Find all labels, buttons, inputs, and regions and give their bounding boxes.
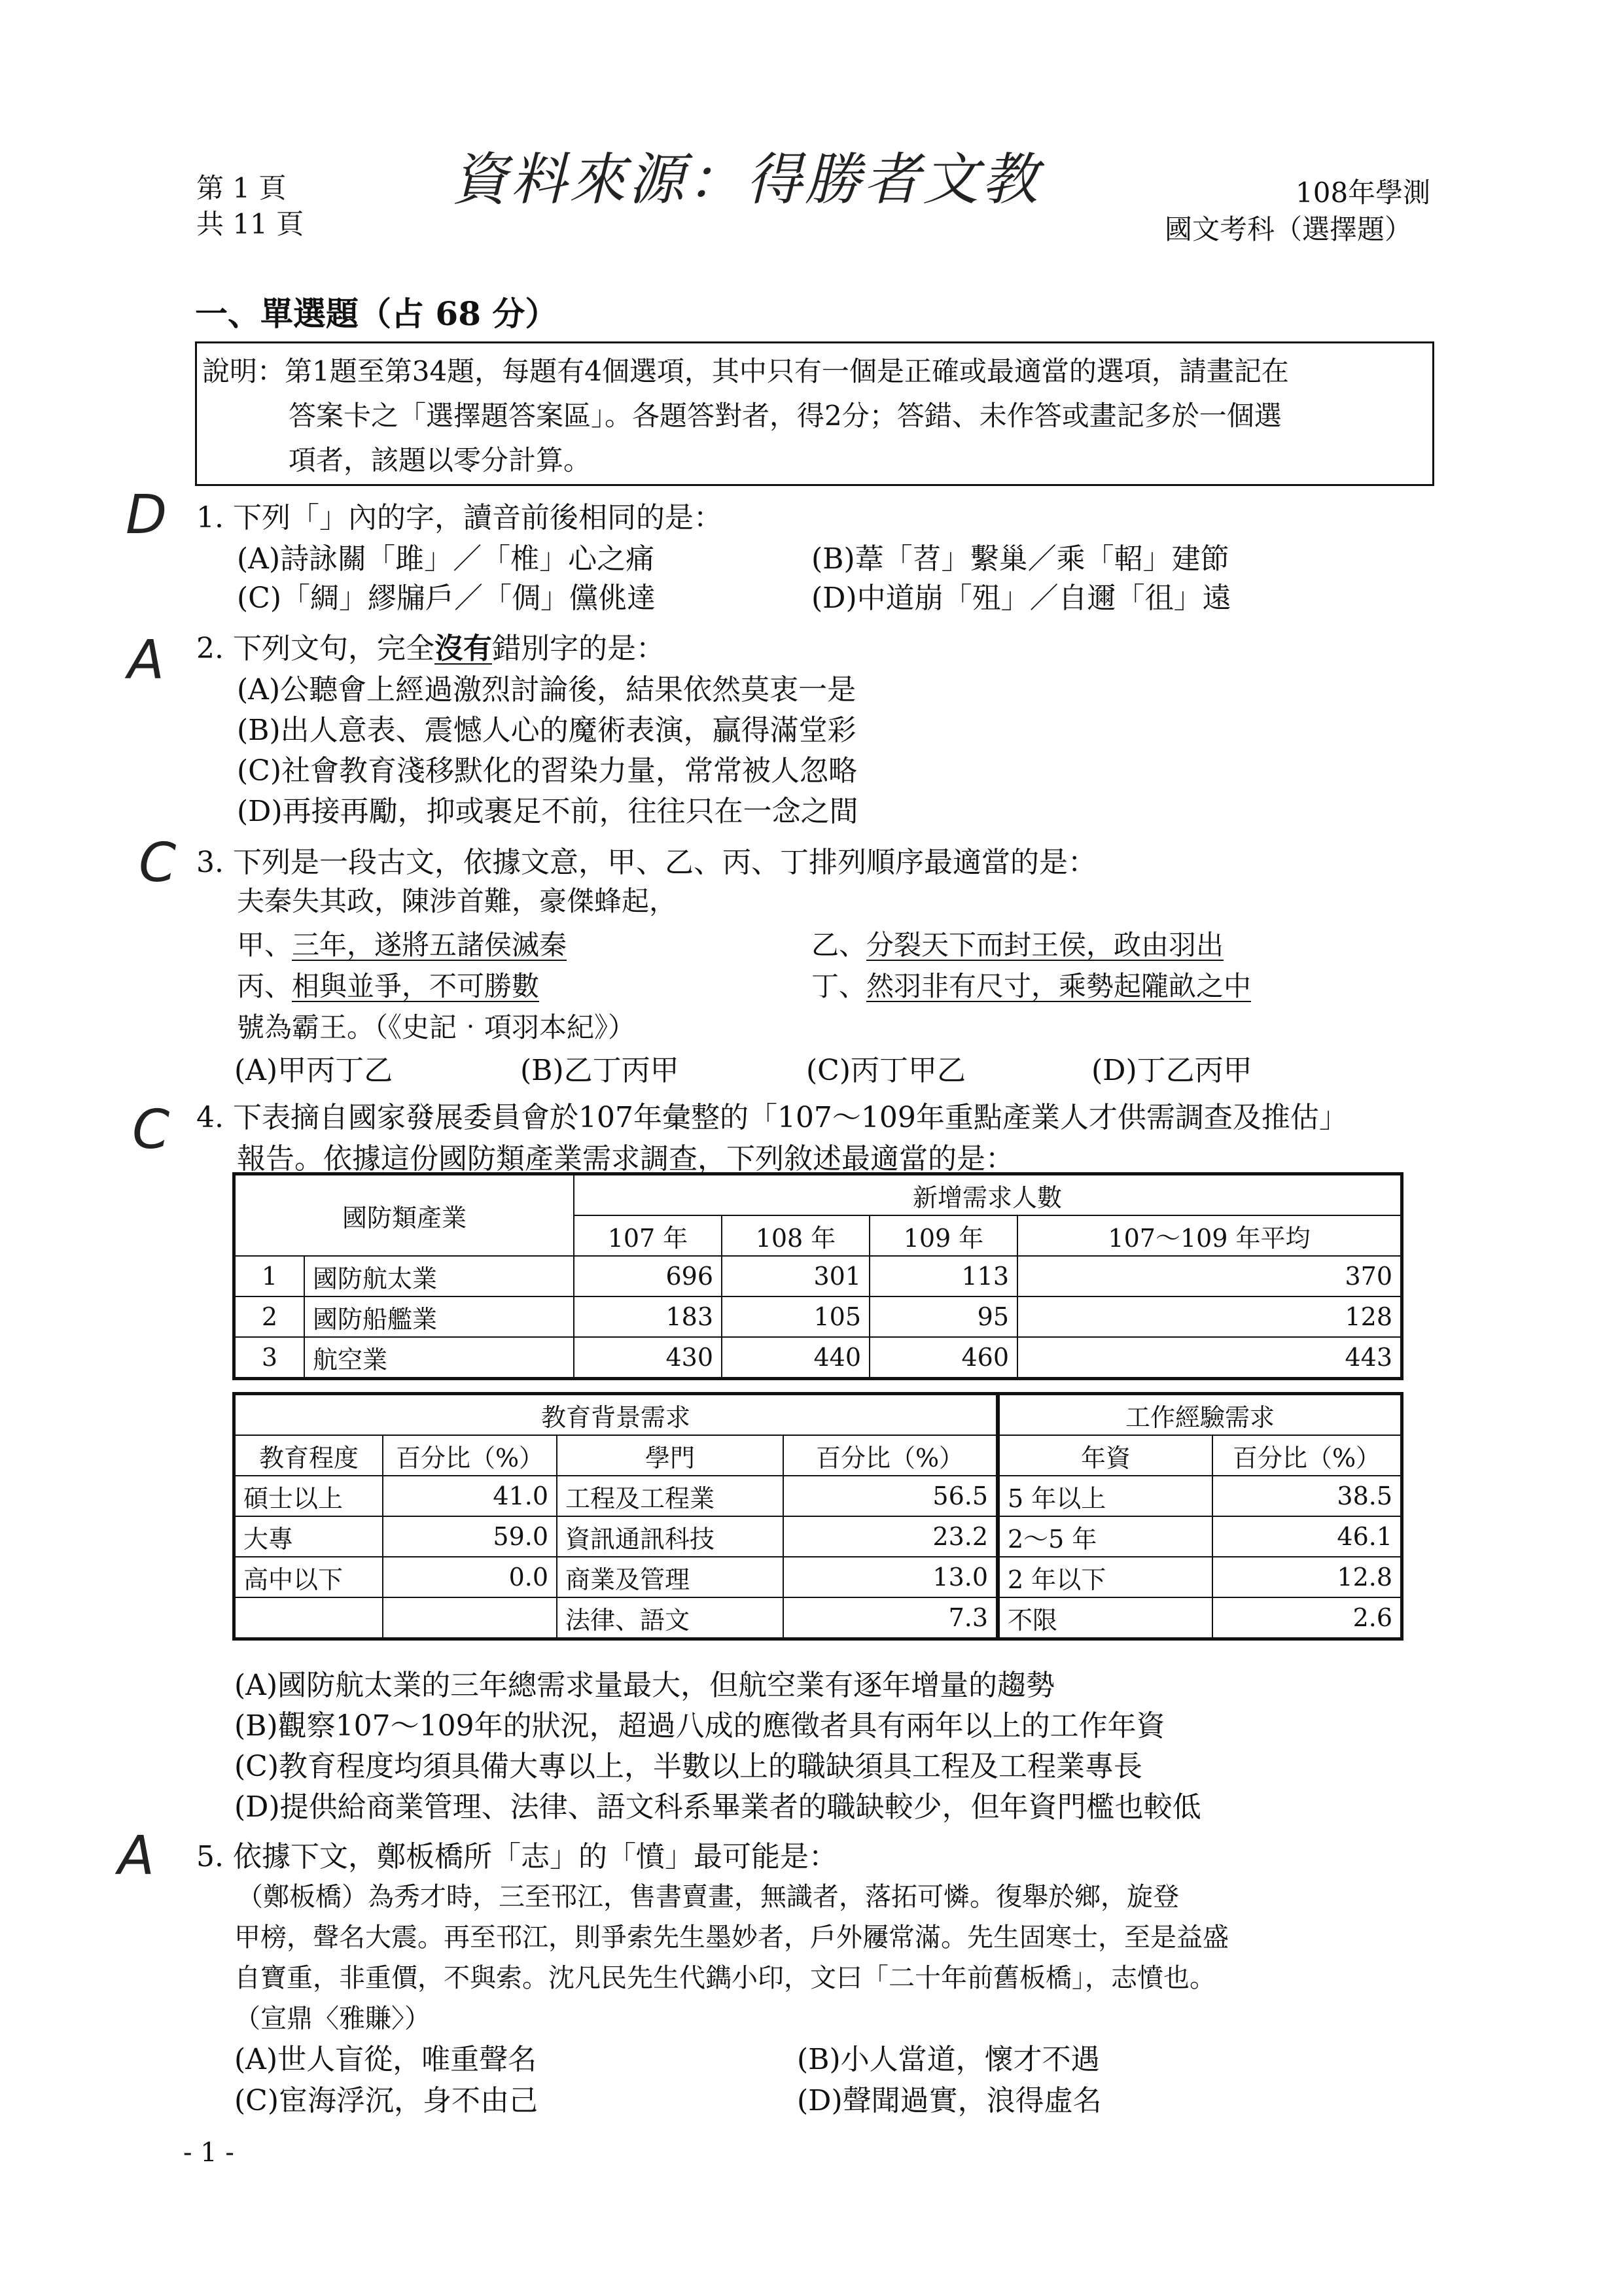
background-requirements-table: 教育背景需求 工作經驗需求 教育程度 百分比（%） 學門 百分比（%） 年資 百分比（%） 碩士以上 41.0 工程及工程業 56.5 5 年以上 38.5 大專 59.0 資訊通訊科技 23.2 2～5 年 46.1 高中以下 0.0 商業及管理 13.0 2 年以下 12.8 法律、語文 7.3 不限 2.6 [232, 1392, 1403, 1641]
q5-stem: 5. 依據下文，鄭板橋所「志」的「憤」最可能是： [196, 1840, 838, 1873]
handwritten-answer-1: D [126, 484, 168, 546]
table-header-demand: 新增需求人數 [574, 1174, 1402, 1216]
q3-item-yi: 乙、分裂天下而封王侯，政由羽出 [811, 929, 1224, 961]
q5-passage-source: （宣鼎〈雅賺〉） [234, 2004, 431, 2034]
q5-option-d: (D)聲聞過實，浪得虛名 [797, 2084, 1102, 2117]
table-row: 碩士以上 41.0 工程及工程業 56.5 5 年以上 38.5 [234, 1476, 1402, 1516]
q5-passage-line1: （鄭板橋）為秀才時，三至邗江，售書賣畫，無識者，落拓可憐。復舉於鄉，旋登 [237, 1882, 1179, 1912]
exam-subject: 國文考科（選擇題） [1165, 213, 1413, 245]
q3-option-c: (C)丙丁甲乙 [806, 1054, 966, 1087]
q2-stem-emphasis: 沒有 [434, 632, 492, 665]
q3-option-a: (A)甲丙丁乙 [234, 1054, 393, 1087]
handwritten-answer-3: C [139, 832, 177, 894]
handwritten-source-note: 資料來源：得勝者文教 [451, 147, 1040, 213]
q1-option-a: (A)詩詠關「雎」／「椎」心之痛 [237, 542, 655, 576]
section-title: 一、單選題（占 68 分） [195, 294, 558, 333]
instruction-line-2: 答案卡之「選擇題答案區」。各題答對者，得2分；答錯、未作答或畫記多於一個選 [289, 400, 1282, 432]
q2-stem-post: 錯別字的是： [491, 632, 665, 665]
q2-option-b: (B)出人意表、震憾人心的魔術表演，贏得滿堂彩 [237, 714, 856, 747]
handwritten-answer-5: A [118, 1825, 155, 1887]
instruction-line-3: 項者，該題以零分計算。 [289, 444, 591, 476]
table-header-education: 教育背景需求 [234, 1394, 998, 1436]
page-number: 第 1 頁 [196, 172, 287, 204]
table-row: 高中以下 0.0 商業及管理 13.0 2 年以下 12.8 [234, 1557, 1402, 1597]
handwritten-answer-4: C [132, 1099, 170, 1161]
q3-item-bing: 丙、相與並爭，不可勝數 [237, 970, 540, 1002]
instruction-box [195, 341, 1434, 486]
q5-option-c: (C)宦海浮沉，身不由己 [234, 2084, 538, 2117]
q4-stem-line2: 報告。依據這份國防類產業需求調查，下列敘述最適當的是： [237, 1142, 1014, 1175]
q3-option-b: (B)乙丁丙甲 [520, 1054, 679, 1087]
instruction-line-1: 說明：第1題至第34題，每題有4個選項，其中只有一個是正確或最適當的選項，請畫記在 [202, 355, 1289, 387]
q5-option-b: (B)小人當道，懷才不遇 [797, 2043, 1100, 2076]
q3-item-jia: 甲、三年，遂將五諸侯滅秦 [237, 929, 567, 961]
q1-option-c: (C)「綢」繆牖戶／「倜」儻佻達 [237, 582, 656, 615]
table-row: 法律、語文 7.3 不限 2.6 [234, 1597, 1402, 1639]
q5-option-a: (A)世人盲從，唯重聲名 [234, 2043, 537, 2076]
table-row: 3 航空業 430 440 460 443 [234, 1337, 1402, 1379]
q2-option-a: (A)公聽會上經過激烈討論後，結果依然莫衷一是 [237, 673, 856, 706]
exam-year: 108年學測 [1296, 177, 1431, 209]
q1-option-b: (B)葦「苕」繫巢／乘「軺」建節 [811, 542, 1229, 576]
q3-passage-line1: 夫秦失其政，陳涉首難，豪傑蜂起， [237, 885, 677, 917]
q5-passage-line2: 甲榜，聲名大震。再至邗江，則爭索先生墨妙者，戶外屨常滿。先生固寒士，至是益盛 [234, 1922, 1229, 1953]
q5-passage-line3: 自寶重，非重價，不與索。沈凡民先生代鐫小印，文曰「二十年前舊板橋」，志憤也。 [234, 1963, 1216, 1993]
q4-option-b: (B)觀察107～109年的狀況，超過八成的應徵者具有兩年以上的工作年資 [234, 1709, 1165, 1743]
q4-stem-line1: 4. 下表摘自國家發展委員會於107年彙整的「107～109年重點產業人才供需調查及推估」 [196, 1101, 1348, 1134]
q4-option-d: (D)提供給商業管理、法律、語文科系畢業者的職缺較少，但年資門檻也較低 [234, 1790, 1201, 1824]
page-total: 共 11 頁 [196, 208, 304, 240]
q3-stem: 3. 下列是一段古文，依據文意，甲、乙、丙、丁排列順序最適當的是： [196, 846, 1097, 879]
table-header-experience: 工作經驗需求 [998, 1394, 1402, 1436]
table-row: 1 國防航太業 696 301 113 370 [234, 1256, 1402, 1296]
table-row: 大專 59.0 資訊通訊科技 23.2 2～5 年 46.1 [234, 1516, 1402, 1557]
page-footer-number: - 1 - [183, 2138, 234, 2168]
q3-option-d: (D)丁乙丙甲 [1091, 1054, 1252, 1087]
handwritten-answer-2: A [128, 629, 165, 691]
q2-stem-pre: 2. 下列文句，完全 [196, 632, 434, 665]
q2-option-d: (D)再接再勵，抑或裹足不前，往往只在一念之間 [237, 795, 858, 828]
col-year-108: 108 年 [722, 1215, 870, 1256]
q1-option-d: (D)中道崩「殂」／自邇「徂」遠 [811, 582, 1231, 615]
q3-item-ding: 丁、然羽非有尺寸，乘勢起隴畝之中 [811, 970, 1252, 1002]
table-header-industry: 國防類產業 [234, 1174, 574, 1257]
col-year-107: 107 年 [574, 1215, 722, 1256]
q3-passage-end: 號為霸王。（《史記‧項羽本紀》） [237, 1011, 636, 1043]
q4-option-c: (C)教育程度均須具備大專以上，半數以上的職缺須具工程及工程業專長 [234, 1750, 1142, 1783]
q4-option-a: (A)國防航太業的三年總需求量最大，但航空業有逐年增量的趨勢 [234, 1669, 1055, 1702]
q2-stem [196, 625, 665, 667]
q2-option-c: (C)社會教育淺移默化的習染力量，常常被人忽略 [237, 754, 857, 788]
col-year-109: 109 年 [870, 1215, 1017, 1256]
industry-demand-table [232, 1172, 1403, 1380]
q1-stem: 1. 下列「」內的字，讀音前後相同的是： [196, 501, 722, 534]
table-row: 2 國防船艦業 183 105 95 128 [234, 1296, 1402, 1337]
col-average: 107～109 年平均 [1017, 1215, 1402, 1256]
